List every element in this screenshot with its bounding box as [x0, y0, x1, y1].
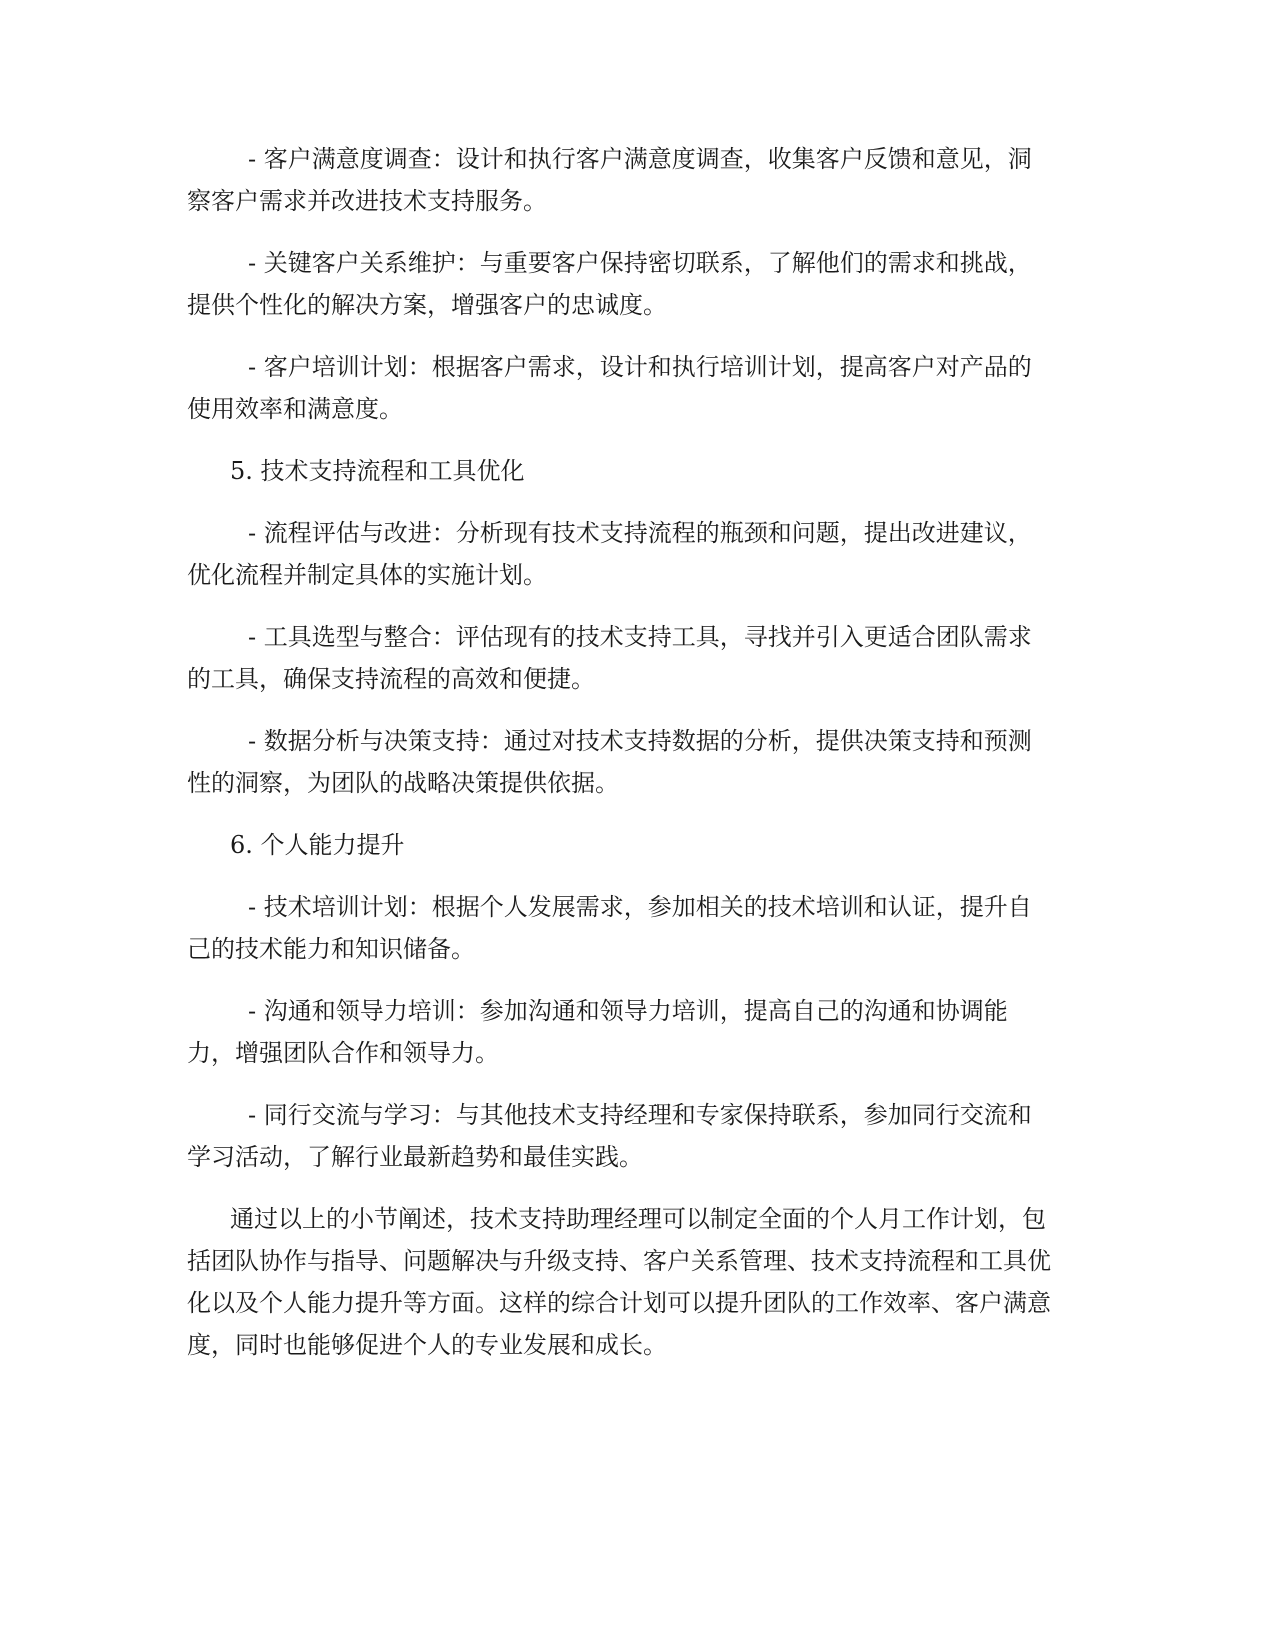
bullet-data-analysis-line-1: - 数据分析与决策支持：通过对技术支持数据的分析，提供决策支持和预测 — [248, 727, 1032, 755]
summary-line-2: 括团队协作与指导、问题解决与升级支持、客户关系管理、技术支持流程和工具优 — [187, 1247, 1051, 1275]
bullet-customer-survey-line-1: - 客户满意度调查：设计和执行客户满意度调查，收集客户反馈和意见，洞 — [248, 145, 1032, 173]
bullet-process-eval-line-1: - 流程评估与改进：分析现有技术支持流程的瓶颈和问题，提出改进建议， — [248, 519, 1032, 547]
bullet-data-analysis-line-2: 性的洞察，为团队的战略决策提供依据。 — [187, 769, 619, 797]
bullet-leadership-training-line-2: 力，增强团队合作和领导力。 — [187, 1039, 499, 1067]
bullet-process-eval-line-2: 优化流程并制定具体的实施计划。 — [187, 561, 547, 589]
summary-line-1: 通过以上的小节阐述，技术支持助理经理可以制定全面的个人月工作计划，包 — [230, 1205, 1046, 1233]
bullet-tool-selection-line-2: 的工具，确保支持流程的高效和便捷。 — [187, 665, 595, 693]
bullet-tech-training-line-1: - 技术培训计划：根据个人发展需求，参加相关的技术培训和认证，提升自 — [248, 893, 1032, 921]
summary-line-3: 化以及个人能力提升等方面。这样的综合计划可以提升团队的工作效率、客户满意 — [187, 1289, 1051, 1317]
bullet-key-customer-line-2: 提供个性化的解决方案，增强客户的忠诚度。 — [187, 291, 667, 319]
bullet-key-customer-line-1: - 关键客户关系维护：与重要客户保持密切联系，了解他们的需求和挑战， — [248, 249, 1032, 277]
bullet-customer-survey-line-2: 察客户需求并改进技术支持服务。 — [187, 187, 547, 215]
bullet-peer-exchange-line-2: 学习活动，了解行业最新趋势和最佳实践。 — [187, 1143, 643, 1171]
bullet-tech-training-line-2: 己的技术能力和知识储备。 — [187, 935, 475, 963]
summary-line-4: 度，同时也能够促进个人的专业发展和成长。 — [187, 1331, 667, 1359]
section-heading-5: 5. 技术支持流程和工具优化 — [230, 457, 525, 485]
bullet-tool-selection-line-1: - 工具选型与整合：评估现有的技术支持工具，寻找并引入更适合团队需求 — [248, 623, 1032, 651]
section-heading-6: 6. 个人能力提升 — [230, 831, 405, 859]
bullet-customer-training-line-1: - 客户培训计划：根据客户需求，设计和执行培训计划，提高客户对产品的 — [248, 353, 1032, 381]
bullet-customer-training-line-2: 使用效率和满意度。 — [187, 395, 403, 423]
bullet-peer-exchange-line-1: - 同行交流与学习：与其他技术支持经理和专家保持联系，参加同行交流和 — [248, 1101, 1032, 1129]
bullet-leadership-training-line-1: - 沟通和领导力培训：参加沟通和领导力培训，提高自己的沟通和协调能 — [248, 997, 1008, 1025]
